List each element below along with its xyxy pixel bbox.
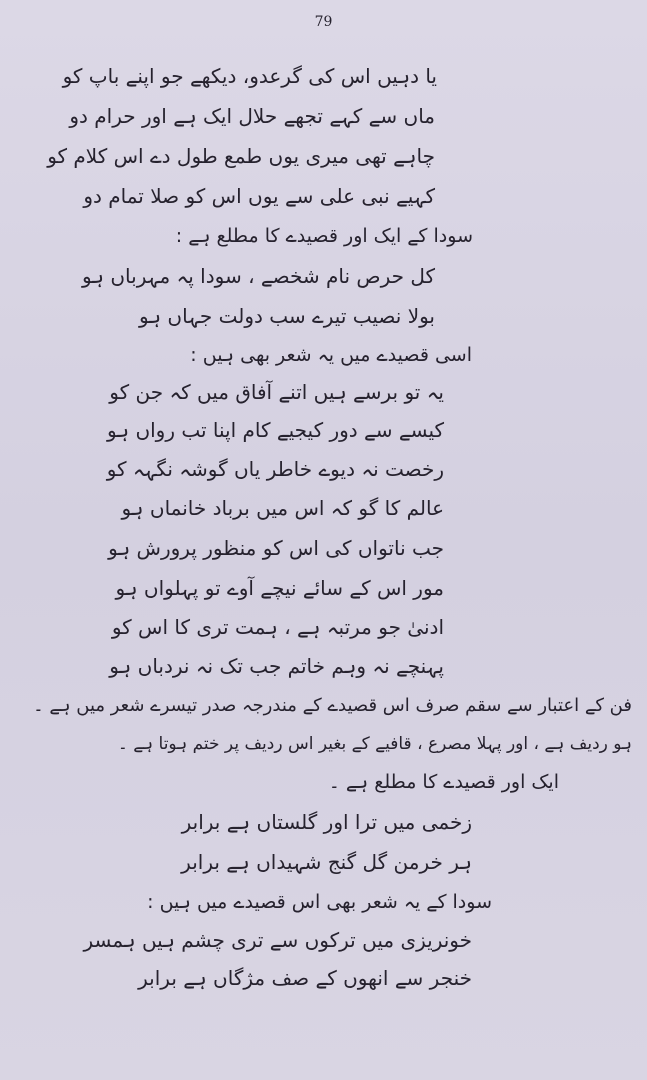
verse-line-2: ماں سے کہے تجھے حلال ایک ہے اور حرام دو bbox=[69, 104, 435, 128]
verse-line-13: ادنیٰ جو مرتبہ ہے ، ہمت تری کا اس کو bbox=[111, 615, 444, 639]
prose-line-6: سودا کے یہ شعر بھی اس قصیدے میں ہیں : bbox=[147, 891, 492, 913]
verse-line-10: عالم کا گو کہ اس میں برباد خانماں ہو bbox=[121, 496, 444, 520]
verse-line-7: یہ تو برسے ہیں اتنے آفاق میں کہ جن کو bbox=[109, 380, 444, 404]
prose-line-5: ایک اور قصیدے کا مطلع ہے ۔ bbox=[328, 771, 559, 793]
verse-line-4: کہیے نبی علی سے یوں اس کو صلا تمام دو bbox=[83, 184, 435, 208]
verse-line-5: کل حرص نام شخصے ، سودا پہ مہرباں ہو bbox=[81, 264, 435, 288]
verse-line-18: خنجر سے انھوں کے صف مژگاں ہے برابر bbox=[138, 966, 472, 990]
verse-line-17: خونریزی میں ترکوں سے تری چشم ہیں ہمسر bbox=[83, 928, 472, 952]
verse-line-1: یا دہیں اس کی گرعدو، دیکھے جو اپنے باپ کو bbox=[62, 64, 437, 88]
verse-line-15: زخمی میں ترا اور گلستاں ہے برابر bbox=[181, 810, 472, 834]
prose-line-3: فن کے اعتبار سے سقم صرف اس قصیدے کے مندرجہ صدر تیسرے شعر میں ہے ۔ bbox=[33, 695, 632, 716]
verse-line-3: چاہے تھی میری یوں طمع طول دے اس کلام کو bbox=[47, 144, 435, 168]
page-number: 79 bbox=[314, 14, 333, 30]
prose-line-2: اسی قصیدے میں یہ شعر بھی ہیں : bbox=[190, 344, 472, 366]
prose-line-4: ہو ردیف ہے ، اور پہلا مصرع ، قافیے کے بغیر اس ردیف پر ختم ہوتا ہے ۔ bbox=[117, 734, 632, 754]
verse-line-8: کیسے سے دور کیجیے کام اپنا تب رواں ہو bbox=[107, 418, 444, 442]
verse-line-16: ہر خرمن گل گنج شہیداں ہے برابر bbox=[181, 850, 472, 874]
prose-line-1: سودا کے ایک اور قصیدے کا مطلع ہے : bbox=[175, 225, 473, 247]
verse-line-12: مور اس کے سائے نیچے آوے تو پہلواں ہو bbox=[115, 576, 444, 600]
verse-line-6: بولا نصیب تیرے سب دولت جہاں ہو bbox=[139, 304, 435, 328]
verse-line-9: رخصت نہ دیوے خاطر یاں گوشہ نگہہ کو bbox=[106, 457, 444, 481]
verse-line-11: جب ناتواں کی اس کو منظور پرورش ہو bbox=[108, 536, 444, 560]
verse-line-14: پہنچے نہ وہم خاتم جب تک نہ نردباں ہو bbox=[109, 654, 444, 678]
